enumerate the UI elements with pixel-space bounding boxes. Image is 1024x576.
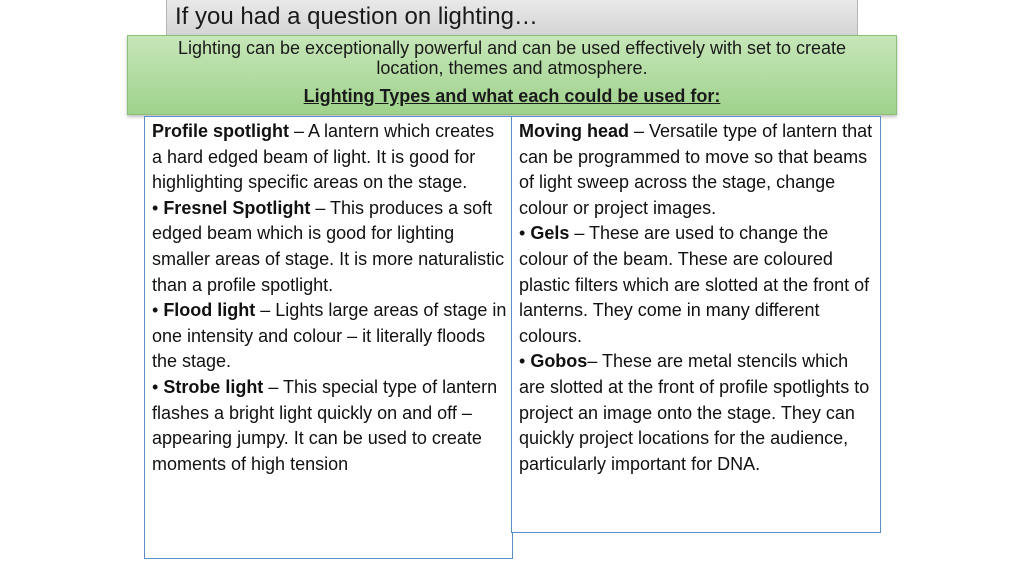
left-panel-body bbox=[152, 119, 508, 477]
lighting-entry-flood-light bbox=[152, 298, 508, 375]
page-title: If you had a question on lighting… bbox=[175, 3, 538, 30]
entry-description: – A lantern which creates a hard edged beam of light. It is good for highlighting specific areas on the stage. bbox=[152, 121, 495, 193]
entry-description: – These are metal stencils which are slotted at the front of profile spotlights to project an image onto the stage. They can quickly project locations for the audience, particularly important for DNA. bbox=[519, 351, 870, 474]
entry-term: Fresnel Spotlight bbox=[163, 197, 311, 218]
entry-bullet: • bbox=[519, 223, 531, 244]
left-text-panel bbox=[144, 116, 513, 559]
entry-bullet: • bbox=[152, 300, 164, 321]
banner-heading: Lighting Types and what each could be used for: bbox=[303, 86, 721, 106]
lighting-entry-gobos bbox=[519, 349, 876, 477]
entry-term: Profile spotlight bbox=[152, 121, 289, 141]
lighting-entry-profile-spotlight bbox=[152, 119, 508, 196]
lighting-entry-moving-head bbox=[519, 119, 876, 221]
entry-bullet: • bbox=[152, 197, 164, 218]
lighting-entry-gels bbox=[519, 221, 876, 349]
lighting-entry-strobe-light bbox=[152, 375, 508, 477]
entry-description: – Lights large areas of stage in one intensity and colour – it literally floods the stage. bbox=[152, 300, 507, 372]
entry-bullet: • bbox=[152, 376, 164, 397]
entry-description: – This produces a soft edged beam which is good for lighting smaller areas of stage. It is more naturalistic than a profile spotlight. bbox=[152, 197, 505, 295]
right-text-panel bbox=[511, 116, 881, 533]
entry-term: Flood light bbox=[163, 300, 256, 321]
entry-description: – This special type of lantern flashes a bright light quickly on and off – appearing jumpy. It can be used to create moments of high tension bbox=[152, 376, 498, 474]
entry-bullet: • bbox=[519, 351, 531, 372]
entry-description: – Versatile type of lantern that can be programmed to move so that beams of light sweep across the stage, change colour or project images. bbox=[519, 121, 873, 218]
title-bar bbox=[166, 0, 858, 36]
right-panel-body bbox=[519, 119, 876, 477]
intro-banner bbox=[127, 35, 897, 115]
entry-term: Moving head bbox=[519, 121, 630, 141]
entry-term: Strobe light bbox=[163, 376, 264, 397]
entry-term: Gels bbox=[530, 223, 570, 244]
entry-term: Gobos bbox=[530, 351, 588, 372]
banner-intro-text: Lighting can be exceptionally powerful and can be used effectively with set to create location, themes and atmosphere. bbox=[177, 38, 847, 78]
entry-description: – These are used to change the colour of the beam. These are coloured plastic filters which are slotted at the front of lanterns. They come in many different colours. bbox=[519, 223, 870, 346]
lighting-entry-fresnel-spotlight bbox=[152, 196, 508, 298]
